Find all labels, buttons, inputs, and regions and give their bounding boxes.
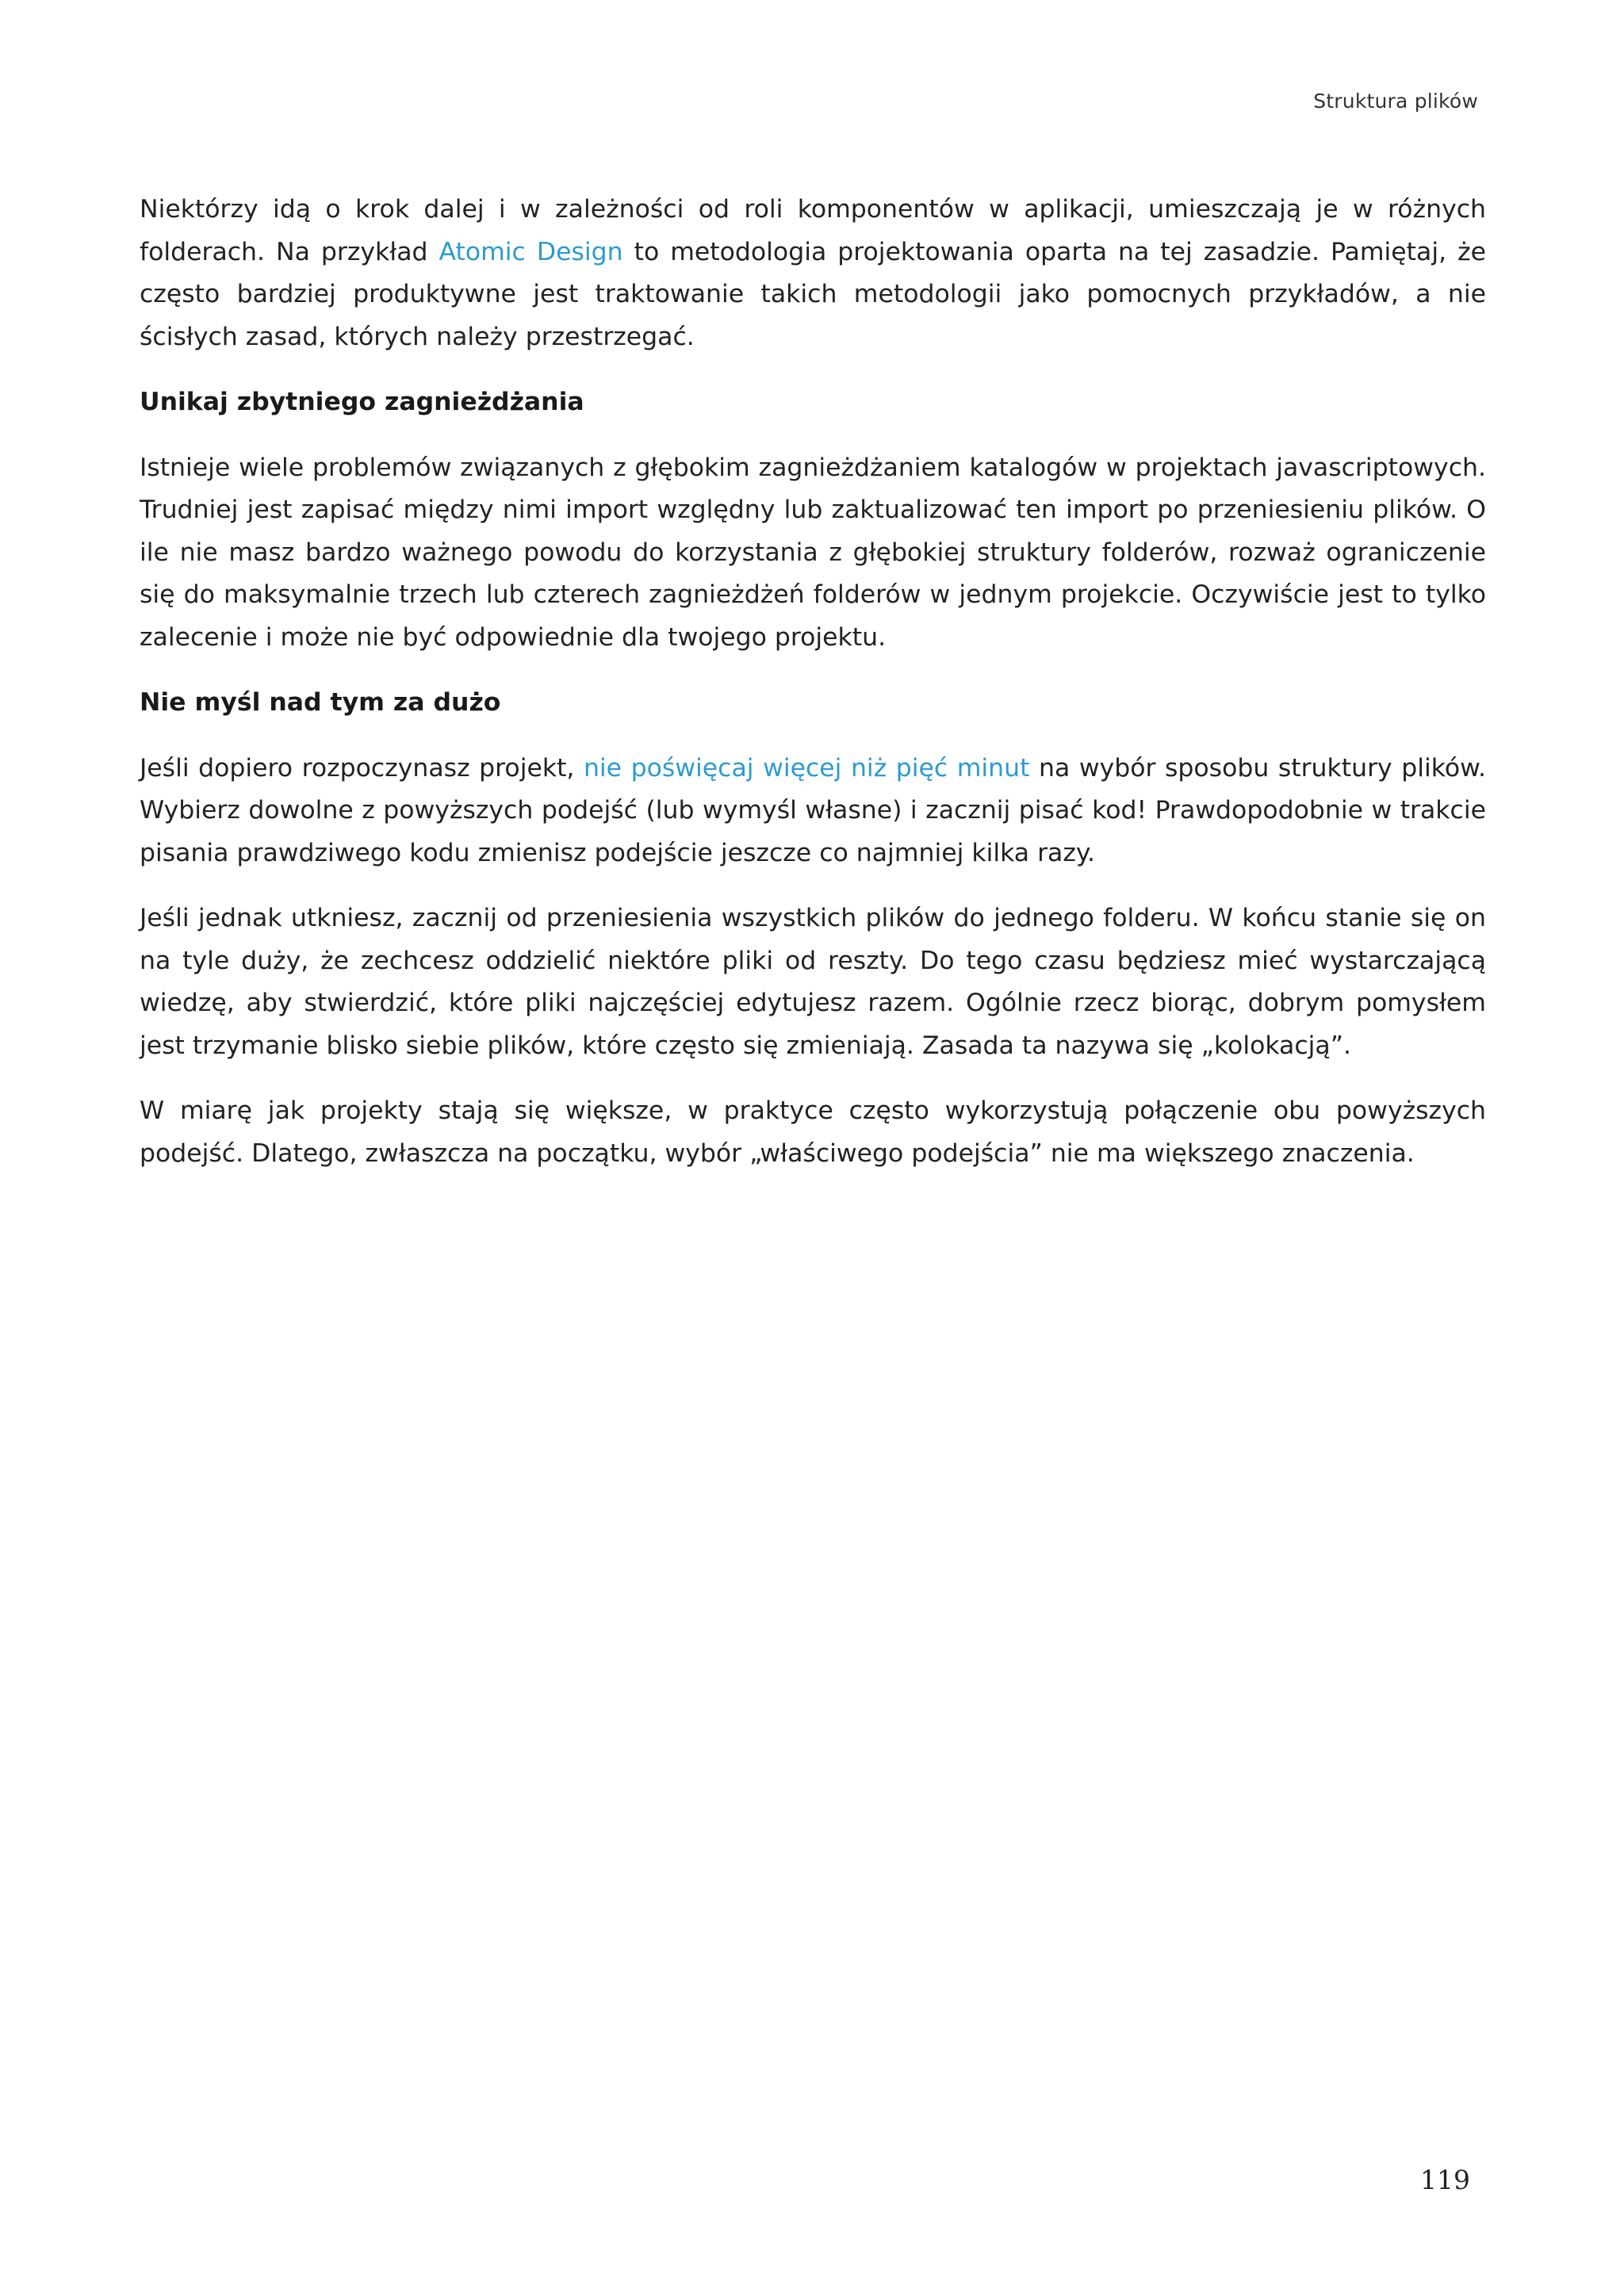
paragraph-atomic-design <box>140 189 1486 358</box>
running-header: Struktura plików <box>1313 90 1478 113</box>
section-heading-nesting: Unikaj zbytniego zagnieżdżania <box>140 388 584 416</box>
paragraph-nesting: Istnieje wiele problemów związanych z głębokim zagnieżdżaniem katalogów w projektach javascriptowych. Trudniej jest zapisać między nimi import względny lub zaktualizować ten import po przeniesieniu plików. O ile nie masz bardzo ważnego powodu do korzystania z głębokiej struktury folderów, rozważ ograniczenie się do maksymalnie trzech lub czterech zagnieżdżeń folderów w jednym projekcie. Oczywiście jest to tylko zalecenie i może nie być odpowiednie dla twojego projektu. <box>140 453 1486 652</box>
paragraph-text: to metodologia projektowania oparta na tej zasadzie. Pamiętaj, że często bardziej produktywne jest traktowanie takich metodologii jako pomocnych przykładów, a nie ścisłych zasad, których należy przestrzegać. <box>140 237 1486 351</box>
paragraph-text: Niektórzy idą o krok dalej i w zależności od roli komponentów w aplikacji, umieszczają je w różnych folderach. Na przykład <box>140 195 1486 266</box>
paragraph-colocation: Jeśli jednak utkniesz, zacznij od przeniesienia wszystkich plików do jednego folderu. W końcu stanie się on na tyle duży, że zechcesz oddzielić niektóre pliki od reszty. Do tego czasu będziesz mieć wystarczającą wiedzę, aby stwierdzić, które pliki najczęściej edytujesz razem. Ogólnie rzecz biorąc, dobrym pomysłem jest trzymanie blisko siebie plików, które często się zmieniają. Zasada ta nazywa się „kolokacją”. <box>140 904 1486 1060</box>
page-content <box>140 189 1486 1198</box>
page-number: 119 <box>1420 2164 1470 2195</box>
section-heading-overthinking: Nie myśl nad tym za dużo <box>140 688 501 717</box>
atomic-design-link[interactable]: Atomic Design <box>439 237 623 266</box>
paragraph-five-minutes <box>140 748 1486 875</box>
paragraph-mixed-approach: W miarę jak projekty stają się większe, w praktyce często wykorzystują połączenie obu powyższych podejść. Dlatego, zwłaszcza na początku, wybór „właściwego podejścia” nie ma większego znaczenia. <box>140 1096 1486 1168</box>
paragraph-text: Jeśli dopiero rozpoczynasz projekt, <box>140 753 584 783</box>
paragraph-text: na wybór sposobu struktury plików. Wybierz dowolne z powyższych podejść (lub wymyśl własne) i zacznij pisać kod! Prawdopodobnie w trakcie pisania prawdziwego kodu zmienisz podejście jeszcze co najmniej kilka razy. <box>140 753 1486 867</box>
five-minutes-link[interactable]: nie poświęcaj więcej niż pięć minut <box>583 753 1030 783</box>
